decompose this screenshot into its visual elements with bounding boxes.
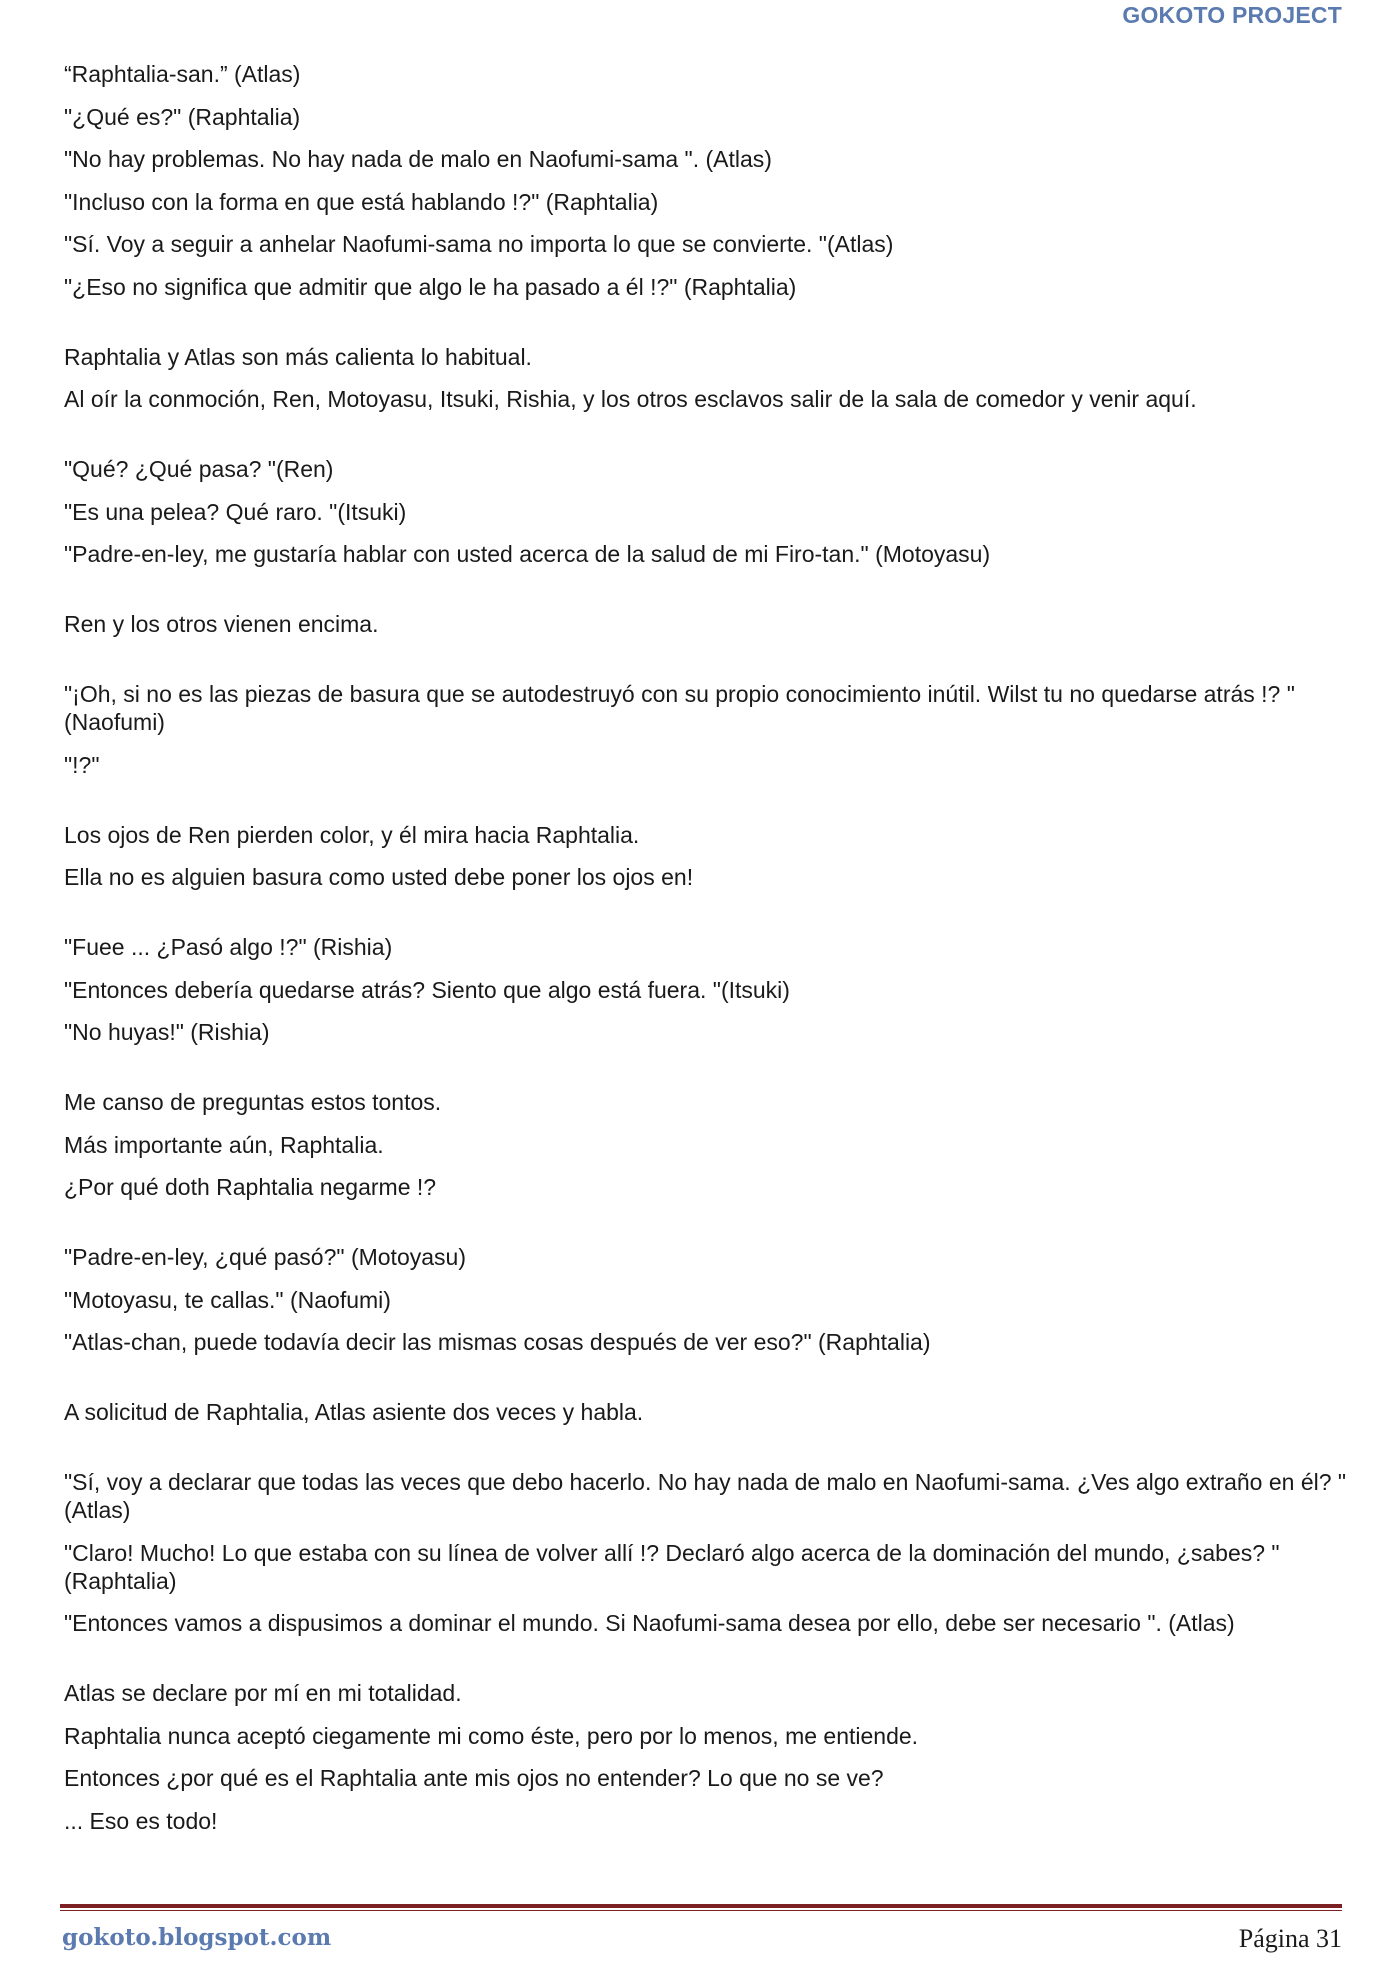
footer-site-url: gokoto.blogspot.com — [62, 1924, 332, 1951]
paragraph: "No huyas!" (Rishia) — [64, 1019, 270, 1045]
paragraph: "Qué? ¿Qué pasa? "(Ren) — [64, 456, 334, 482]
paragraph: "Atlas-chan, puede todavía decir las mismas cosas después de ver eso?" (Raphtalia) — [64, 1329, 931, 1355]
page-header-title: GOKOTO PROJECT — [1122, 2, 1342, 28]
paragraph: "¿Qué es?" (Raphtalia) — [64, 103, 301, 130]
paragraph: Me canso de preguntas estos tontos. — [64, 1089, 442, 1115]
paragraph: "Sí. Voy a seguir a anhelar Naofumi-sama no importa lo que se convierte. "(Atlas) — [64, 231, 894, 257]
paragraph: ¿Por qué doth Raphtalia negarme !? — [64, 1174, 437, 1200]
document-body — [64, 60, 1354, 1849]
paragraph: Atlas se declare por mí en mi totalidad. — [64, 1680, 462, 1706]
footer-divider — [60, 1904, 1342, 1908]
paragraph: Más importante aún, Raphtalia. — [64, 1131, 384, 1158]
paragraph: "¡Oh, si no es las piezas de basura que se autodestruyó con su propio conocimiento inútil. Wilst tu no quedarse atrás !? "(Naofumi) — [64, 681, 1295, 735]
page-number: Página 31 — [1238, 1924, 1342, 1953]
paragraph: "Entonces debería quedarse atrás? Siento que algo está fuera. "(Itsuki) — [64, 976, 790, 1003]
paragraph: Raphtalia y Atlas son más calienta lo habitual. — [64, 343, 532, 370]
paragraph: "Sí, voy a declarar que todas las veces que debo hacerlo. No hay nada de malo en Naofumi-sama. ¿Ves algo extraño en él? "(Atlas) — [64, 1469, 1347, 1523]
paragraph: "¿Eso no significa que admitir que algo le ha pasado a él !?" (Raphtalia) — [64, 273, 797, 300]
paragraph: "No hay problemas. No hay nada de malo en Naofumi-sama ". (Atlas) — [64, 146, 772, 172]
paragraph: "Incluso con la forma en que está hablando !?" (Raphtalia) — [64, 188, 659, 215]
paragraph: "Padre-en-ley, ¿qué pasó?" (Motoyasu) — [64, 1244, 466, 1270]
paragraph: Ren y los otros vienen encima. — [64, 611, 379, 637]
paragraph: Al oír la conmoción, Ren, Motoyasu, Itsuki, Rishia, y los otros esclavos salir de la sala de comedor y venir aquí. — [64, 386, 1197, 412]
paragraph: "Fuee ... ¿Pasó algo !?" (Rishia) — [64, 934, 393, 960]
paragraph: "!?" — [64, 751, 100, 778]
paragraph: Raphtalia nunca aceptó ciegamente mi como éste, pero por lo menos, me entiende. — [64, 1722, 919, 1749]
paragraph: "Es una pelea? Qué raro. "(Itsuki) — [64, 498, 407, 525]
paragraph: A solicitud de Raphtalia, Atlas asiente dos veces y habla. — [64, 1399, 644, 1425]
paragraph: Ella no es alguien basura como usted debe poner los ojos en! — [64, 864, 694, 890]
paragraph: “Raphtalia-san.” (Atlas) — [64, 61, 301, 87]
paragraph: "Padre-en-ley, me gustaría hablar con usted acerca de la salud de mi Firo-tan." (Motoyasu) — [64, 541, 991, 567]
footer-divider-thin — [60, 1910, 1342, 1911]
paragraph: "Motoyasu, te callas." (Naofumi) — [64, 1286, 391, 1313]
paragraph: Entonces ¿por qué es el Raphtalia ante mis ojos no entender? Lo que no se ve? — [64, 1765, 884, 1791]
paragraph: "Claro! Mucho! Lo que estaba con su línea de volver allí !? Declaró algo acerca de la dominación del mundo, ¿sabes? "(Raphtalia) — [64, 1539, 1280, 1594]
paragraph: "Entonces vamos a dispusimos a dominar el mundo. Si Naofumi-sama desea por ello, debe ser necesario ". (Atlas) — [64, 1610, 1235, 1636]
paragraph: Los ojos de Ren pierden color, y él mira hacia Raphtalia. — [64, 821, 640, 848]
paragraph: ... Eso es todo! — [64, 1807, 218, 1834]
